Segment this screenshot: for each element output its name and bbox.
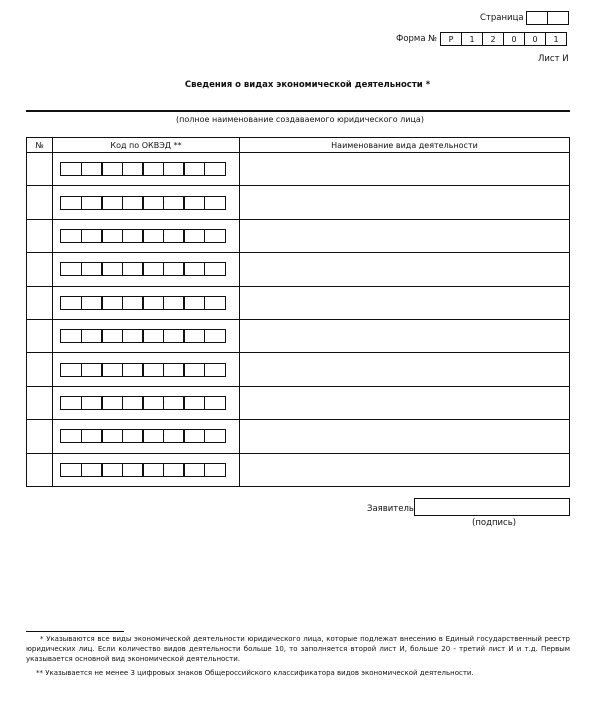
row-number-cell[interactable] <box>27 420 53 453</box>
okved-digit-cell[interactable] <box>122 363 144 377</box>
okved-digit-cell[interactable] <box>122 162 144 176</box>
row-number-cell[interactable] <box>27 153 53 186</box>
row-number-cell[interactable] <box>27 453 53 486</box>
table-row <box>27 319 570 352</box>
okved-code-input[interactable] <box>60 329 239 343</box>
row-number-cell[interactable] <box>27 353 53 386</box>
okved-code-cell <box>53 186 240 219</box>
okved-digit-cell[interactable] <box>163 363 185 377</box>
form-number-digit: 0 <box>503 32 525 46</box>
form-number-digit: 2 <box>482 32 504 46</box>
okved-digit-cell[interactable] <box>204 363 226 377</box>
okved-code-cell <box>53 153 240 186</box>
okved-code-input[interactable] <box>60 429 239 443</box>
okved-code-input[interactable] <box>60 262 239 276</box>
okved-digit-cell[interactable] <box>183 329 205 343</box>
activity-name-cell[interactable] <box>240 253 570 286</box>
col-code-header: Код по ОКВЭД ** <box>53 138 240 153</box>
form-number-digit: 0 <box>524 32 546 46</box>
okved-digit-cell[interactable] <box>81 229 103 243</box>
page-cell[interactable] <box>547 11 569 25</box>
okved-digit-cell[interactable] <box>122 229 144 243</box>
applicant-label: Заявитель <box>367 504 414 514</box>
okved-digit-cell[interactable] <box>163 162 185 176</box>
okved-digit-cell[interactable] <box>60 262 82 276</box>
row-number-cell[interactable] <box>27 386 53 419</box>
okved-code-cell <box>53 386 240 419</box>
org-name-caption: (полное наименование создаваемого юридического лица) <box>176 115 424 124</box>
okved-digit-cell[interactable] <box>163 396 185 410</box>
footnote-2: ** Указывается не менее 3 цифровых знаков Общероссийского классификатора видов экономической деятельности. <box>36 669 474 677</box>
form-label: Форма № <box>396 34 438 44</box>
okved-digit-cell[interactable] <box>183 162 205 176</box>
table-row <box>27 186 570 219</box>
okved-digit-cell[interactable] <box>183 396 205 410</box>
okved-digit-cell[interactable] <box>101 396 123 410</box>
footnote-divider <box>26 631 124 632</box>
okved-digit-cell[interactable] <box>142 396 164 410</box>
okved-digit-cell[interactable] <box>142 363 164 377</box>
okved-code-input[interactable] <box>60 396 239 410</box>
okved-code-input[interactable] <box>60 296 239 310</box>
row-number-cell[interactable] <box>27 253 53 286</box>
okved-digit-cell[interactable] <box>163 429 185 443</box>
okved-digit-cell[interactable] <box>122 196 144 210</box>
okved-digit-cell[interactable] <box>60 429 82 443</box>
activity-name-cell[interactable] <box>240 153 570 186</box>
okved-digit-cell[interactable] <box>60 396 82 410</box>
activity-name-cell[interactable] <box>240 420 570 453</box>
okved-digit-cell[interactable] <box>204 229 226 243</box>
signature-caption: (подпись) <box>472 518 517 528</box>
okved-digit-cell[interactable] <box>122 396 144 410</box>
okved-digit-cell[interactable] <box>142 162 164 176</box>
table-header-row <box>27 138 570 153</box>
okved-code-cell <box>53 420 240 453</box>
okved-digit-cell[interactable] <box>60 329 82 343</box>
okved-code-input[interactable] <box>60 463 239 477</box>
page-label: Страница <box>480 13 524 23</box>
table-row <box>27 219 570 252</box>
okved-digit-cell[interactable] <box>204 329 226 343</box>
okved-digit-cell[interactable] <box>81 196 103 210</box>
okved-digit-cell[interactable] <box>101 463 123 477</box>
col-num-header: № <box>27 138 53 153</box>
okved-digit-cell[interactable] <box>60 229 82 243</box>
okved-digit-cell[interactable] <box>81 363 103 377</box>
form-number-digit: 1 <box>545 32 567 46</box>
okved-digit-cell[interactable] <box>183 363 205 377</box>
okved-digit-cell[interactable] <box>60 162 82 176</box>
okved-digit-cell[interactable] <box>163 463 185 477</box>
row-number-cell[interactable] <box>27 186 53 219</box>
okved-digit-cell[interactable] <box>204 196 226 210</box>
activity-name-cell[interactable] <box>240 286 570 319</box>
okved-digit-cell[interactable] <box>183 463 205 477</box>
okved-digit-cell[interactable] <box>60 296 82 310</box>
okved-code-cell <box>53 253 240 286</box>
page-cell[interactable] <box>526 11 548 25</box>
okved-digit-cell[interactable] <box>81 429 103 443</box>
page-number-cells[interactable] <box>526 11 569 25</box>
okved-code-input[interactable] <box>60 196 239 210</box>
table-row <box>27 286 570 319</box>
okved-digit-cell[interactable] <box>204 463 226 477</box>
table-row <box>27 453 570 486</box>
signature-field[interactable] <box>414 498 570 516</box>
okved-digit-cell[interactable] <box>101 429 123 443</box>
row-number-cell[interactable] <box>27 286 53 319</box>
okved-digit-cell[interactable] <box>163 229 185 243</box>
okved-digit-cell[interactable] <box>163 296 185 310</box>
okved-digit-cell[interactable] <box>81 396 103 410</box>
row-number-cell[interactable] <box>27 219 53 252</box>
okved-code-cell <box>53 319 240 352</box>
okved-digit-cell[interactable] <box>163 196 185 210</box>
sheet-label: Лист И <box>538 54 569 64</box>
okved-code-input[interactable] <box>60 363 239 377</box>
org-name-field[interactable] <box>26 110 570 112</box>
okved-digit-cell[interactable] <box>142 329 164 343</box>
activity-name-cell[interactable] <box>240 353 570 386</box>
okved-code-cell <box>53 219 240 252</box>
okved-digit-cell[interactable] <box>122 329 144 343</box>
activities-table <box>26 137 570 487</box>
okved-digit-cell[interactable] <box>81 463 103 477</box>
okved-digit-cell[interactable] <box>204 162 226 176</box>
okved-digit-cell[interactable] <box>122 429 144 443</box>
activity-name-cell[interactable] <box>240 453 570 486</box>
okved-digit-cell[interactable] <box>204 262 226 276</box>
okved-digit-cell[interactable] <box>60 463 82 477</box>
form-number-cells <box>440 32 567 46</box>
okved-digit-cell[interactable] <box>122 463 144 477</box>
okved-digit-cell[interactable] <box>142 229 164 243</box>
okved-digit-cell[interactable] <box>142 429 164 443</box>
okved-digit-cell[interactable] <box>142 196 164 210</box>
okved-digit-cell[interactable] <box>122 262 144 276</box>
okved-digit-cell[interactable] <box>183 262 205 276</box>
okved-digit-cell[interactable] <box>101 196 123 210</box>
footnote-1: * Указываются все виды экономической деятельности юридического лица, которые подлежат внесению в Единый государственный реестр юридических лиц. Если количество видов деятельности больше 10, то заполняется второй лист И, больше 20 - третий лист И и т.д. Первым указывается основной вид экономической деятельности. <box>26 635 570 663</box>
okved-digit-cell[interactable] <box>183 429 205 443</box>
form-number-digit: Р <box>440 32 462 46</box>
okved-digit-cell[interactable] <box>142 463 164 477</box>
okved-digit-cell[interactable] <box>81 162 103 176</box>
okved-digit-cell[interactable] <box>183 229 205 243</box>
okved-digit-cell[interactable] <box>163 262 185 276</box>
okved-code-cell <box>53 453 240 486</box>
table-row <box>27 153 570 186</box>
okved-digit-cell[interactable] <box>60 363 82 377</box>
okved-digit-cell[interactable] <box>81 329 103 343</box>
okved-digit-cell[interactable] <box>183 196 205 210</box>
okved-digit-cell[interactable] <box>81 296 103 310</box>
form-number-digit: 1 <box>461 32 483 46</box>
table-row <box>27 386 570 419</box>
page-title: Сведения о видах экономической деятельности * <box>184 80 431 90</box>
okved-digit-cell[interactable] <box>101 296 123 310</box>
okved-digit-cell[interactable] <box>60 196 82 210</box>
okved-code-cell <box>53 286 240 319</box>
okved-code-cell <box>53 353 240 386</box>
col-name-header: Наименование вида деятельности <box>240 138 570 153</box>
activity-name-cell[interactable] <box>240 319 570 352</box>
okved-digit-cell[interactable] <box>101 363 123 377</box>
okved-digit-cell[interactable] <box>183 296 205 310</box>
table-row <box>27 353 570 386</box>
okved-code-input[interactable] <box>60 229 239 243</box>
row-number-cell[interactable] <box>27 319 53 352</box>
okved-digit-cell[interactable] <box>101 162 123 176</box>
table-row <box>27 253 570 286</box>
activity-name-cell[interactable] <box>240 219 570 252</box>
okved-digit-cell[interactable] <box>101 329 123 343</box>
okved-code-input[interactable] <box>60 162 239 176</box>
okved-digit-cell[interactable] <box>122 296 144 310</box>
okved-digit-cell[interactable] <box>101 262 123 276</box>
okved-digit-cell[interactable] <box>101 229 123 243</box>
okved-digit-cell[interactable] <box>142 296 164 310</box>
okved-digit-cell[interactable] <box>142 262 164 276</box>
okved-digit-cell[interactable] <box>204 296 226 310</box>
okved-digit-cell[interactable] <box>204 396 226 410</box>
okved-digit-cell[interactable] <box>81 262 103 276</box>
activity-name-cell[interactable] <box>240 386 570 419</box>
okved-digit-cell[interactable] <box>204 429 226 443</box>
okved-digit-cell[interactable] <box>163 329 185 343</box>
table-row <box>27 420 570 453</box>
activity-name-cell[interactable] <box>240 186 570 219</box>
